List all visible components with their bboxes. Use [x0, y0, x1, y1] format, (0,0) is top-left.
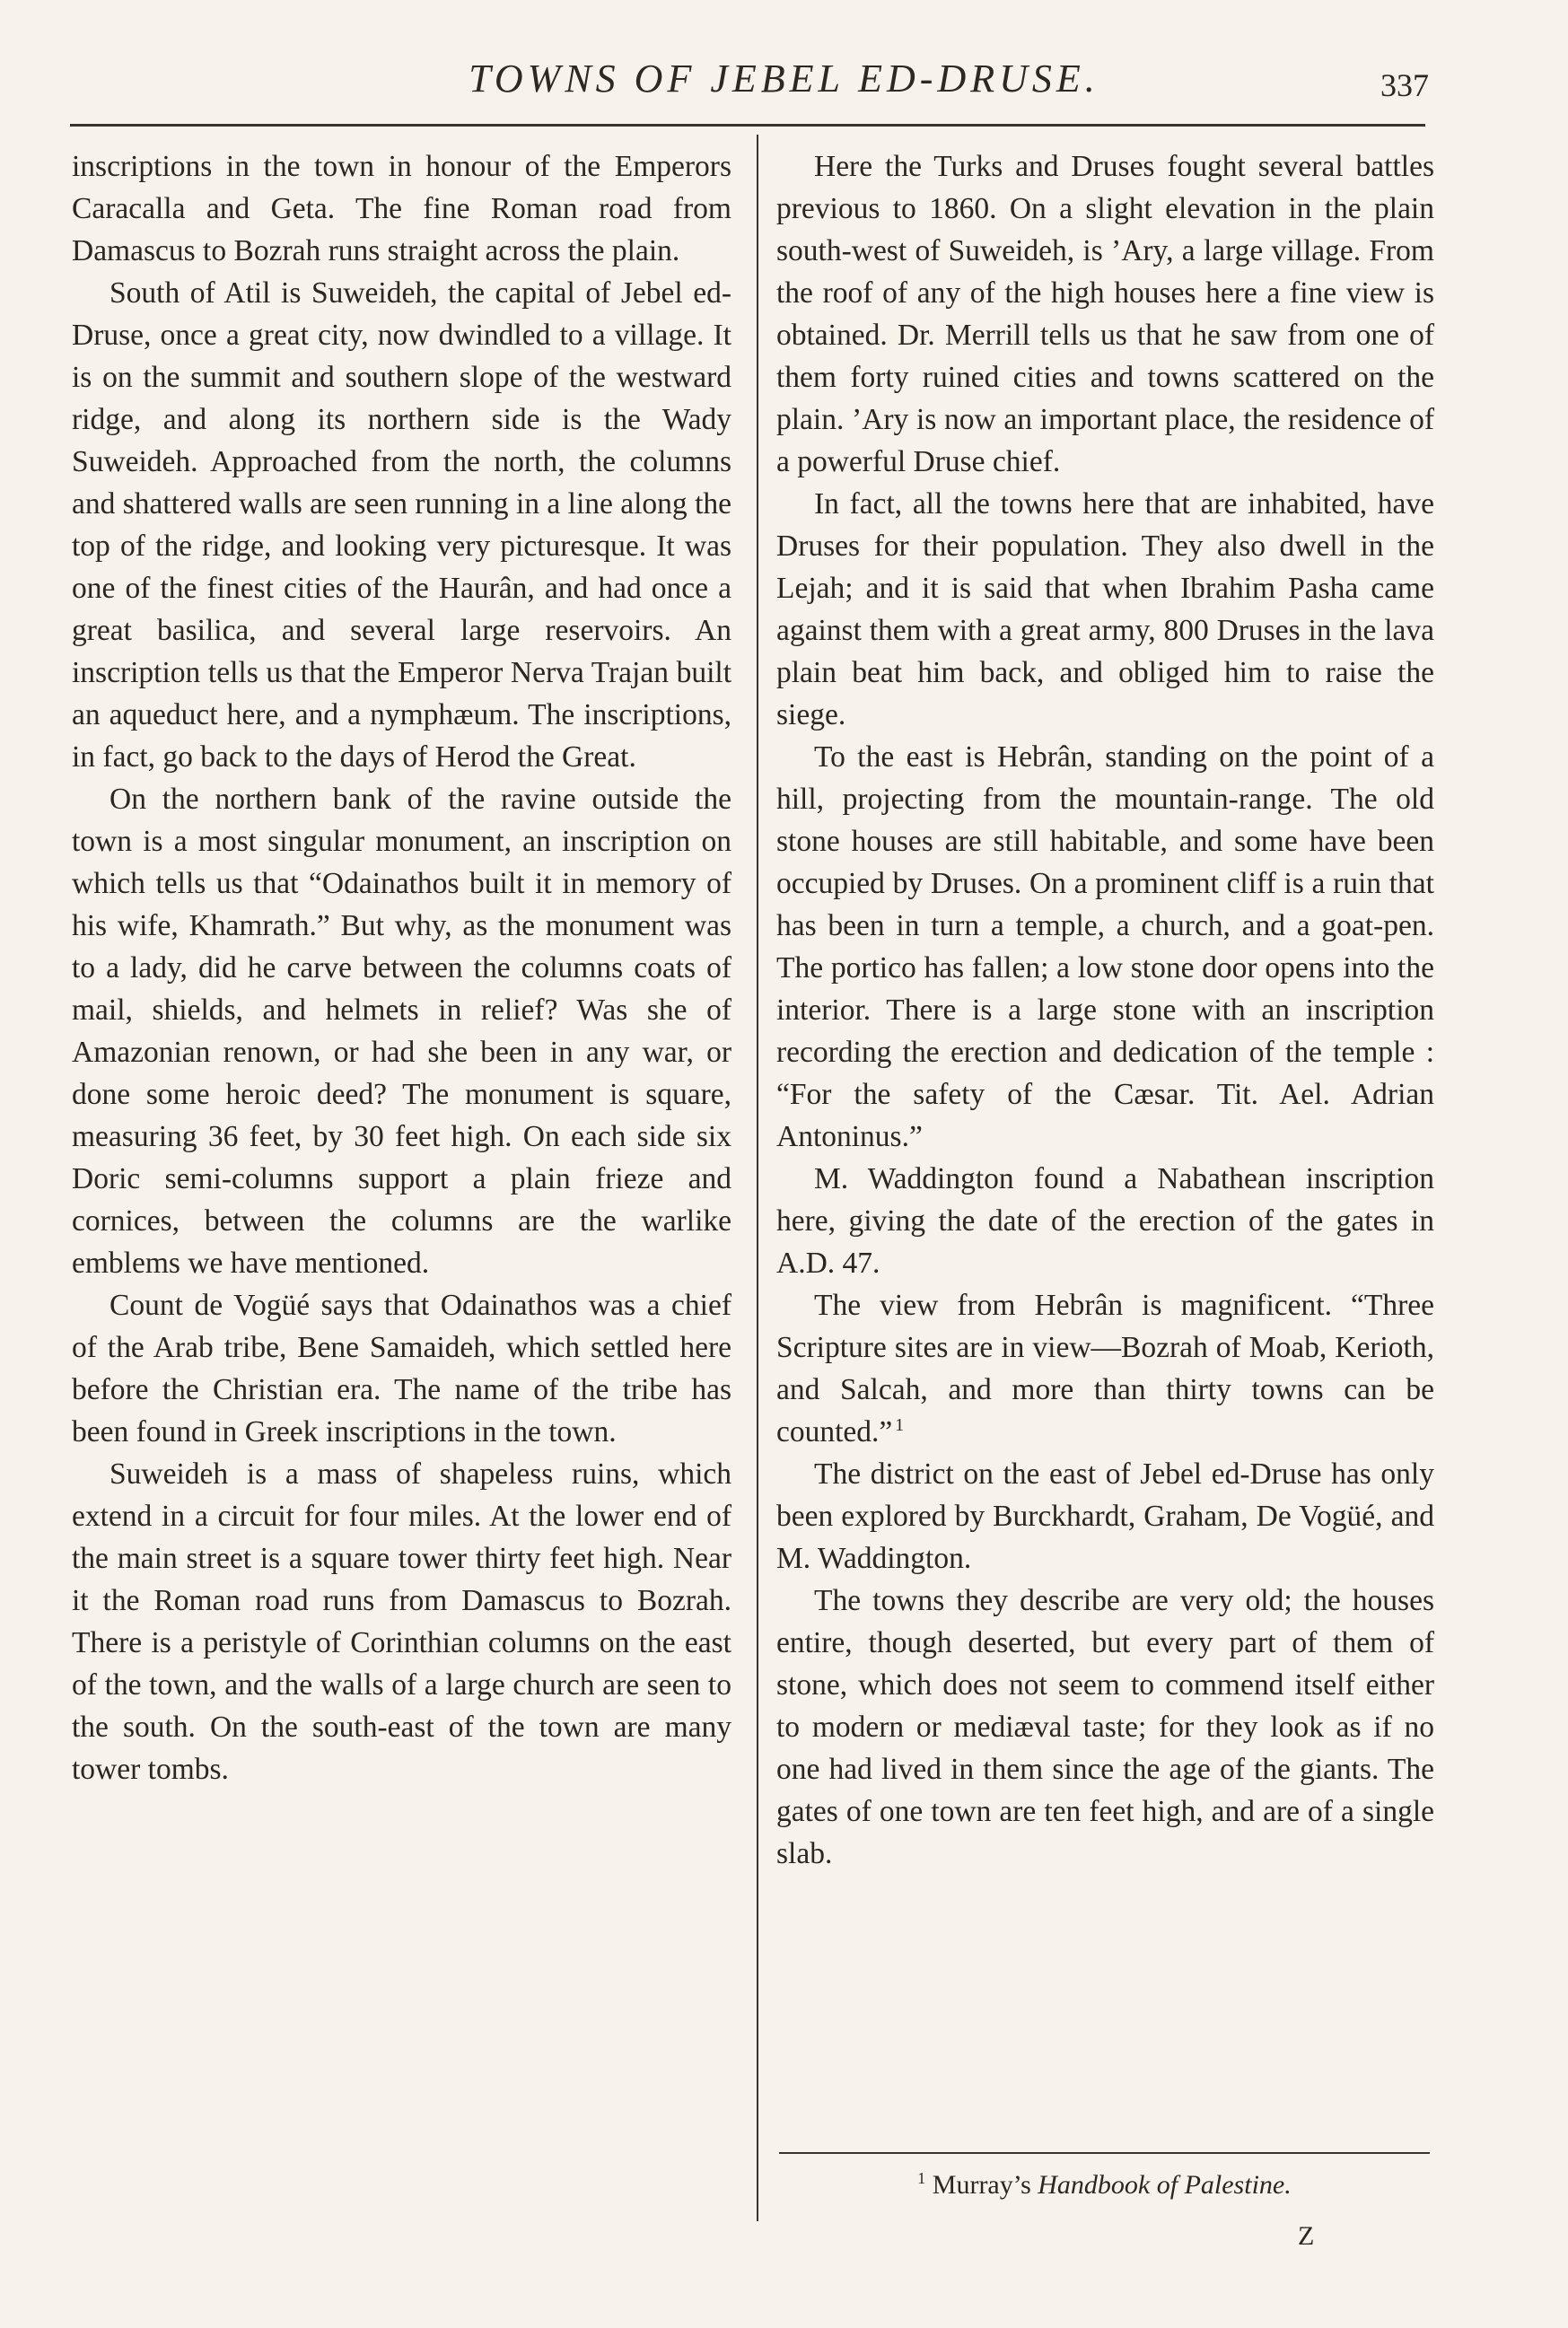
- paragraph-text: M. Waddington found a Nabathean inscription here, giving the date of the erection of the gates in: [776, 1162, 1434, 1238]
- paragraph: The district on the east of Jebel ed-Druse has only been explored by Burckhardt, Graham, De Vogüé, and M. Waddington.: [776, 1457, 1434, 1575]
- header-rule: [70, 124, 1425, 127]
- paragraph: South of Atil is Suweideh, the capital of Jebel ed-Druse, once a great city, now dwindled to a village. It is on the summit and southern slope of the westward ridge, and along its northern side is the Wady Suweideh. Approached from the north, the columns and shattered walls are seen running in a line along the top of the ridge, and looking very picturesque. It was one of the finest cities of the Haurân, and had once a great basilica, and several large reservoirs. An inscription tells us that the Emperor Nerva Trajan built an aqueduct here, and a nymphæum. The inscriptions, in fact, go back to the days of Herod the Great.: [72, 276, 731, 774]
- right-column: [776, 145, 1434, 1875]
- running-title: TOWNS OF JEBEL ED-DRUSE.: [469, 57, 1099, 101]
- paragraph: In fact, all the towns here that are inhabited, have Druses for their population. They also dwell in the Lejah; and it is said that when Ibrahim Pasha came against them with a great army, 800 Druses in the lava plain beat him back, and obliged him to raise the siege.: [776, 487, 1434, 731]
- column-divider: [757, 135, 758, 2221]
- paragraph: Count de Vogüé says that Odainathos was a chief of the Arab tribe, Bene Samaideh, which settled here before the Christian era. The name of the tribe has been found in Greek inscriptions in the town.: [72, 1289, 731, 1448]
- paragraph-text: 47.: [842, 1247, 880, 1280]
- paragraph: [776, 1284, 1434, 1453]
- footnote-rule: [779, 2152, 1430, 2154]
- era-abbreviation: A.D.: [776, 1247, 836, 1280]
- paragraph-text: The view from Hebrân is magnificent. “Three Scripture sites are in view—Bozrah of Moab, Kerioth, and Salcah, and more than thirty towns can be counted.”: [776, 1289, 1434, 1448]
- paragraph: inscriptions in the town in honour of the Emperors Caracalla and Geta. The fine Roman road from Damascus to Bozrah runs straight across the plain.: [72, 150, 731, 267]
- footnote-book-title: Handbook of Palestine.: [1038, 2170, 1292, 2200]
- paragraph: On the northern bank of the ravine outside the town is a most singular monument, an inscription on which tells us that “Odainathos built it in memory of his wife, Khamrath.” But why, as the monument was to a lady, did he carve between the columns coats of mail, shields, and helmets in relief? Was she of Amazonian renown, or had she been in any war, or done some heroic deed? The monument is square, measuring 36 feet, by 30 feet high. On each side six Doric semi-columns support a plain frieze and cornices, between the columns are the warlike emblems we have mentioned.: [72, 783, 731, 1280]
- paragraph: Suweideh is a mass of shapeless ruins, which extend in a circuit for four miles. At the lower end of the main street is a square tower thirty feet high. Near it the Roman road runs from Damascus to Bozrah. There is a peristyle of Corinthian columns on the east of the town, and the walls of a large church are seen to the south. On the south-east of the town are many tower tombs.: [72, 1457, 731, 1786]
- left-column: [72, 145, 731, 1790]
- paragraph: To the east is Hebrân, standing on the point of a hill, projecting from the mountain-range. The old stone houses are still habitable, and some have been occupied by Druses. On a prominent cliff is a ruin that has been in turn a temple, a church, and a goat-pen. The portico has fallen; a low stone door opens into the interior. There is a large stone with an inscription recording the erection and dedication of the temple : “For the safety of the Cæsar. Tit. Ael. Adrian Antoninus.”: [776, 740, 1434, 1153]
- page-number: 337: [1380, 67, 1429, 103]
- signature-mark: Z: [1298, 2221, 1315, 2251]
- paragraph: Here the Turks and Druses fought several battles previous to 1860. On a slight elevation in the plain south-west of Suweideh, is ’Ary, a large village. From the roof of any of the high houses here a fine view is obtained. Dr. Merrill tells us that he saw from one of them forty ruined cities and towns scattered on the plain. ’Ary is now an important place, the residence of a powerful Druse chief.: [776, 150, 1434, 478]
- footnote-marker: 1: [917, 2169, 926, 2187]
- footnote-reference: 1: [895, 1414, 905, 1435]
- paragraph: The towns they describe are very old; the houses entire, though deserted, but every part of them of stone, which does not seem to commend itself either to modern or mediæval taste; for they look as if no one had lived in them since the age of the giants. The gates of one town are ten feet high, and are of a single slab.: [776, 1584, 1434, 1870]
- paragraph: [776, 1158, 1434, 1284]
- footnote-text: Murray’s: [932, 2170, 1031, 2200]
- footnote: [779, 2170, 1430, 2201]
